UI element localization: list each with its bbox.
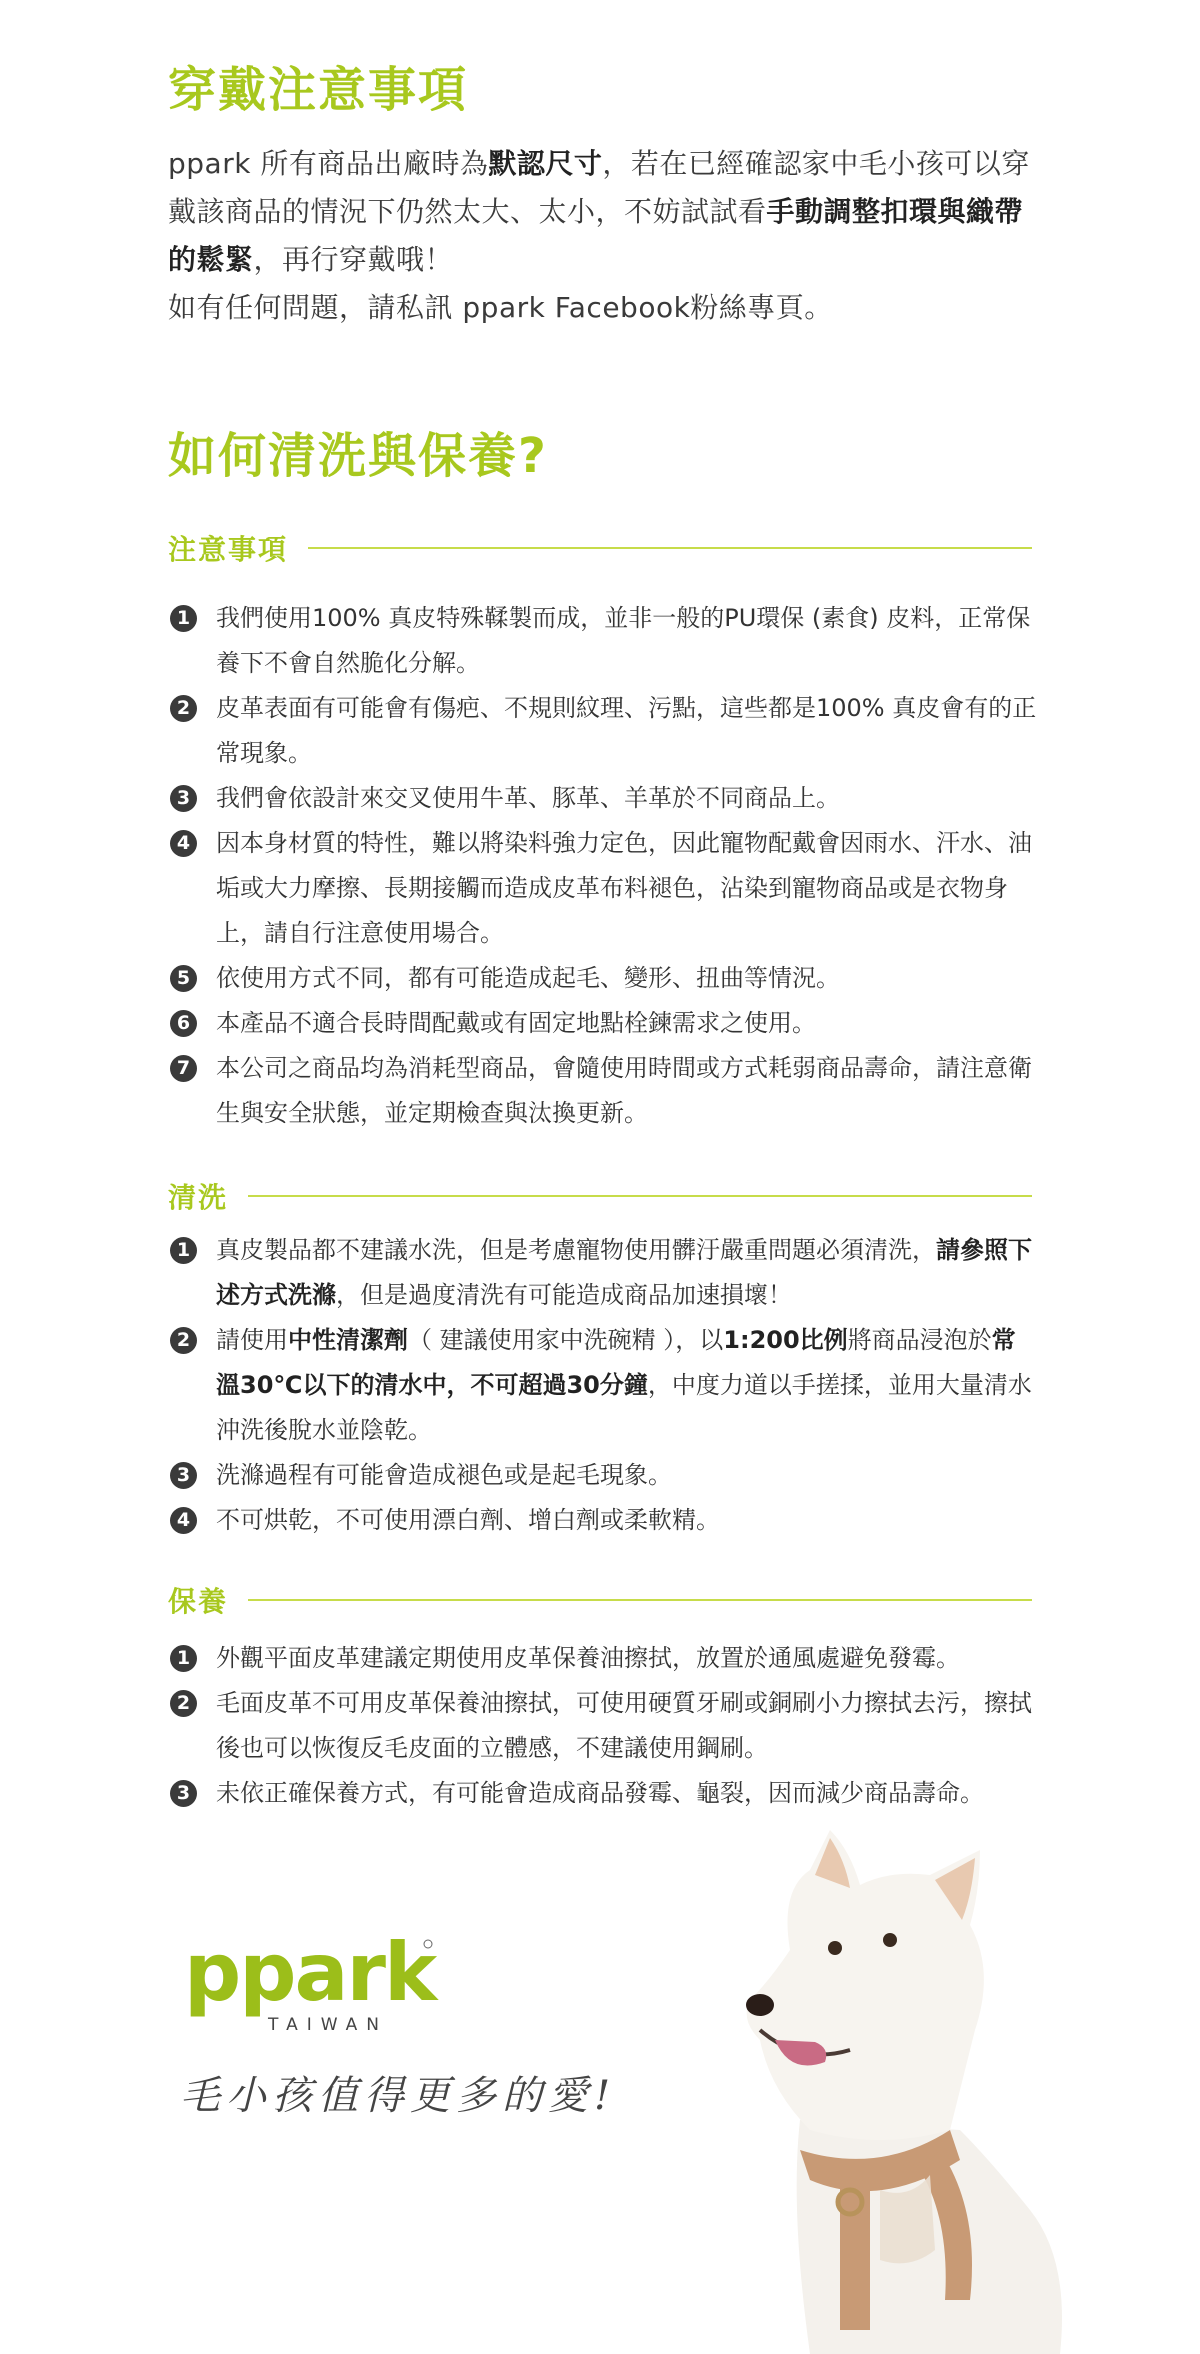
wear-contact-line: 如有任何問題，請私訊 ppark Facebook粉絲專頁。 [168,291,833,324]
number-badge: 2 [170,1327,197,1354]
wash-label: 清洗 [168,1181,229,1214]
item-text: 我們使用100% 真皮特殊鞣製而成，並非一般的PU環保 (素食) 皮料，正常保養下不會自然脆化分解。 [216,604,1031,677]
number-badge: 1 [170,1237,197,1264]
number-badge: 7 [170,1055,197,1082]
divider [248,1195,1032,1197]
item-text: ，但是過度清洗有可能造成商品加速損壞！ [336,1281,792,1309]
item-text: 我們會依設計來交叉使用牛革、豚革、羊革於不同商品上。 [216,784,840,812]
list-item [168,1318,1038,1453]
notes-section-header [168,528,1032,568]
item-text: 本產品不適合長時間配戴或有固定地點栓鍊需求之使用。 [216,1009,816,1037]
item-bold: 1:200比例 [723,1326,848,1354]
number-badge: 2 [170,1690,197,1717]
item-text: （ 建議使用家中洗碗精 ），以 [408,1326,724,1354]
list-item [168,1636,1038,1681]
intro-text: ，再行穿戴哦！ [253,243,454,276]
list-item [168,1498,1038,1543]
number-badge: 4 [170,830,197,857]
list-item [168,776,1038,821]
item-text: 外觀平面皮革建議定期使用皮革保養油擦拭，放置於通風處避免發霉。 [216,1644,960,1672]
maint-list [168,1636,1038,1816]
logo-subtitle: TAIWAN [268,2015,388,2035]
number-badge: 6 [170,1010,197,1037]
divider [308,547,1032,549]
ppark-logo [182,1930,442,2040]
list-item [168,1228,1038,1318]
list-item [168,596,1038,686]
item-text: 未依正確保養方式，有可能會造成商品發霉、龜裂，因而減少商品壽命。 [216,1779,984,1807]
list-item [168,1453,1038,1498]
wear-intro [168,140,1048,332]
item-text: 真皮製品都不建議水洗，但是考慮寵物使用髒汙嚴重問題必須清洗， [216,1236,936,1264]
maint-section-header [168,1580,1032,1620]
list-item [168,956,1038,1001]
item-bold: 常溫30℃以下的清水中，不可超過30分鐘 [216,1326,1016,1399]
item-text: ，中度力道以手搓揉，並用大量清水沖洗後脫水並陰乾。 [216,1371,1032,1444]
care-title: 如何清洗與保養? [168,428,548,484]
item-text: 本公司之商品均為消耗型商品，會隨使用時間或方式耗弱商品壽命，請注意衛生與安全狀態，並定期檢查與汰換更新。 [216,1054,1032,1127]
number-badge: 3 [170,785,197,812]
intro-bold: 手動調整扣環與織帶的鬆緊 [168,195,1024,276]
number-badge: 5 [170,965,197,992]
item-bold: 請參照下述方式洗滌 [216,1236,1032,1309]
item-text: 請使用 [216,1326,288,1354]
wear-notice-title: 穿戴注意事項 [168,62,469,118]
notes-label: 注意事項 [168,533,289,566]
number-badge: 1 [170,1645,197,1672]
list-item [168,1001,1038,1046]
intro-bold: 默認尺寸 [488,147,603,180]
list-item [168,686,1038,776]
list-item [168,1681,1038,1771]
notes-list [168,596,1038,1136]
divider [248,1599,1032,1601]
number-badge: 4 [170,1507,197,1534]
dog-photo [730,1830,1090,2354]
number-badge: 3 [170,1462,197,1489]
number-badge: 2 [170,695,197,722]
list-item [168,1771,1038,1816]
item-text: 洗滌過程有可能會造成褪色或是起毛現象。 [216,1461,672,1489]
item-text: 不可烘乾，不可使用漂白劑、增白劑或柔軟精。 [216,1506,720,1534]
item-bold: 中性清潔劑 [288,1326,408,1354]
item-text: 皮革表面有可能會有傷疤、不規則紋理、污點，這些都是100% 真皮會有的正常現象。 [216,694,1037,767]
item-text: 將商品浸泡於 [847,1326,992,1354]
slogan: 毛小孩值得更多的愛! [180,2073,617,2119]
number-badge: 3 [170,1780,197,1807]
number-badge: 1 [170,605,197,632]
list-item [168,821,1038,956]
item-text: 依使用方式不同，都有可能造成起毛、變形、扭曲等情況。 [216,964,840,992]
item-text: 因本身材質的特性，難以將染料強力定色，因此寵物配戴會因雨水、汗水、油垢或大力摩擦、長期接觸而造成皮革布料褪色，沾染到寵物商品或是衣物身上，請自行注意使用場合。 [216,829,1032,947]
item-text: 毛面皮革不可用皮革保養油擦拭，可使用硬質牙刷或銅刷小力擦拭去污，擦拭後也可以恢復反毛皮面的立體感，不建議使用鋼刷。 [216,1689,1032,1762]
intro-text: ，若在已經確認家中毛小孩可以穿戴該商品的情況下仍然太大、太小，不妨試試看 [168,147,1030,228]
wear-intro-paragraph [168,140,1048,284]
intro-text: ppark 所有商品出廠時為 [168,147,489,180]
wash-list [168,1228,1038,1543]
list-item [168,1046,1038,1136]
logo-text: ppark [184,1930,436,2019]
maint-label: 保養 [168,1585,229,1618]
wash-section-header [168,1176,1032,1216]
